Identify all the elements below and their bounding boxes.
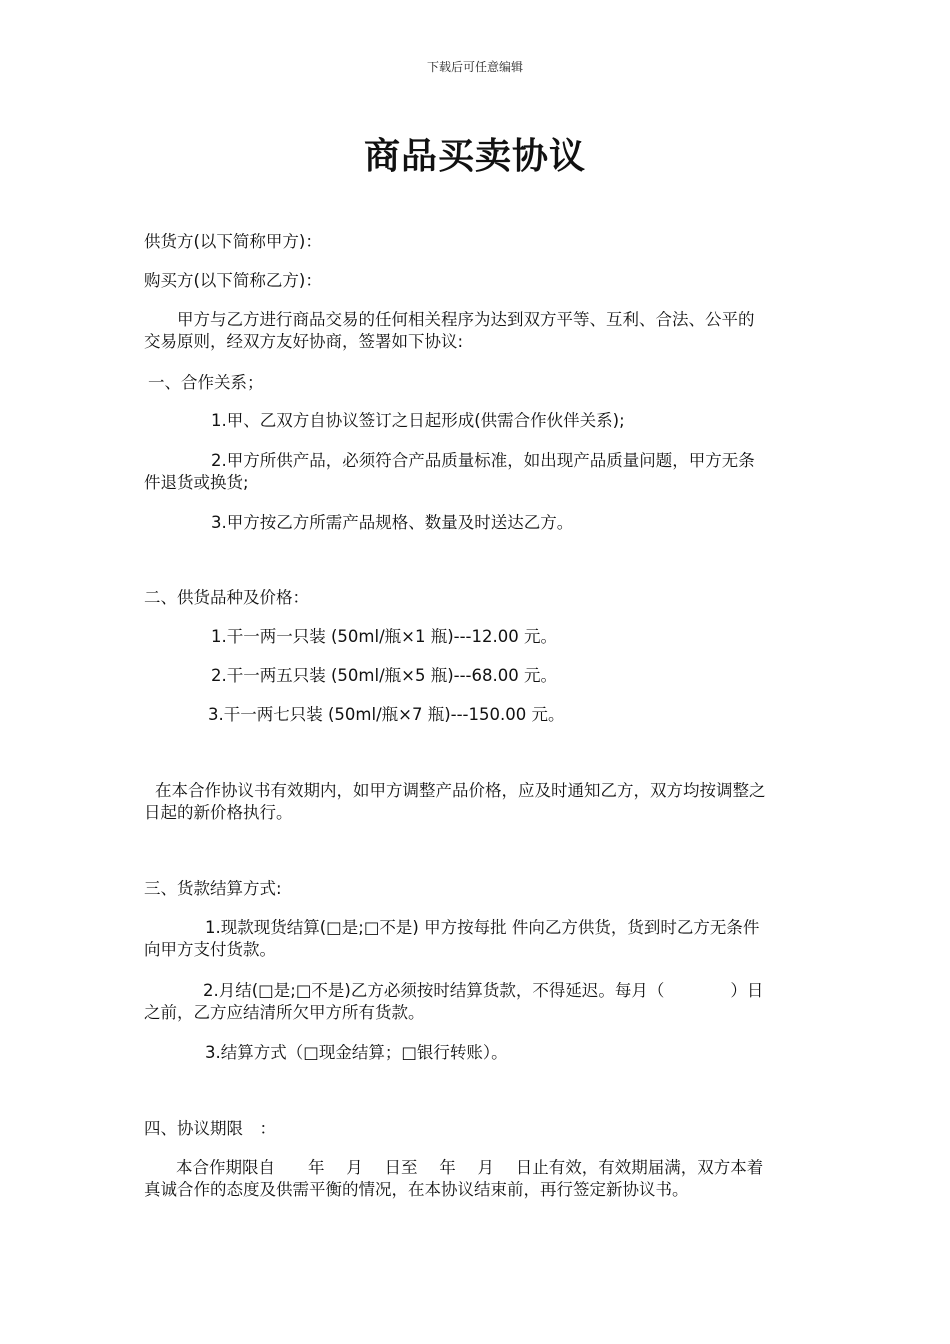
payment-item: 3.结算方式（□现金结算；□银行转账）。 — [205, 1043, 508, 1062]
term-line: 本合作期限自 年 月 日至 年 月 日止有效，有效期届满，双方本着 — [176, 1158, 764, 1177]
payment-item: 向甲方支付货款。 — [144, 940, 276, 959]
header-note: 下载后可任意编辑 — [426, 60, 523, 74]
intro-line: 甲方与乙方进行商品交易的任何相关程序为达到双方平等、互利、合法、公平的 — [177, 310, 755, 329]
payment-item: 2.月结(□是;□不是)乙方必须按时结算货款，不得延迟。每月（ ）日 — [203, 981, 764, 1000]
section1-heading: 一、合作关系； — [148, 373, 264, 392]
section1-item: 3.甲方按乙方所需产品规格、数量及时送达乙方。 — [211, 513, 574, 532]
payment-item1-paragraph — [144, 917, 809, 961]
section1-item: 1.甲、乙双方自协议签订之日起形成(供需合作伙伴关系); — [211, 411, 625, 430]
supplier-line: 供货方(以下简称甲方)： — [144, 232, 322, 251]
intro-paragraph — [144, 309, 809, 353]
price-item: 3.干一两七只装 (50ml/瓶×7 瓶)---150.00 元。 — [208, 705, 565, 724]
term-paragraph — [144, 1157, 809, 1201]
section4-heading: 四、协议期限 ： — [144, 1119, 276, 1138]
price-item: 2.干一两五只装 (50ml/瓶×5 瓶)---68.00 元。 — [211, 666, 557, 685]
payment-item2-paragraph — [144, 980, 809, 1024]
price-note-line: 在本合作协议书有效期内，如甲方调整产品价格，应及时通知乙方，双方均按调整之 — [155, 781, 766, 800]
section2-heading: 二、供货品种及价格： — [144, 588, 309, 607]
section1-item: 2.甲方所供产品，必须符合产品质量标准，如出现产品质量问题，甲方无条 — [211, 451, 755, 470]
term-line: 真诚合作的态度及供需平衡的情况，在本协议结束前，再行签定新协议书。 — [144, 1180, 689, 1199]
section3-heading: 三、货款结算方式: — [144, 879, 282, 898]
section1-item: 件退货或换货; — [144, 473, 249, 492]
price-item: 1.干一两一只装 (50ml/瓶×1 瓶)---12.00 元。 — [211, 627, 557, 646]
payment-item: 1.现款现货结算(□是;□不是) 甲方按每批 件向乙方供货，货到时乙方无条件 — [205, 918, 760, 937]
price-note-line: 日起的新价格执行。 — [144, 803, 293, 822]
document-title: 商品买卖协议 — [363, 136, 586, 177]
intro-line: 交易原则，经双方友好协商，签署如下协议: — [144, 332, 464, 351]
payment-item: 之前，乙方应结清所欠甲方所有货款。 — [144, 1003, 425, 1022]
price-note-paragraph — [144, 780, 809, 824]
section1-item2-paragraph — [144, 450, 809, 494]
buyer-line: 购买方(以下简称乙方)： — [144, 271, 322, 290]
